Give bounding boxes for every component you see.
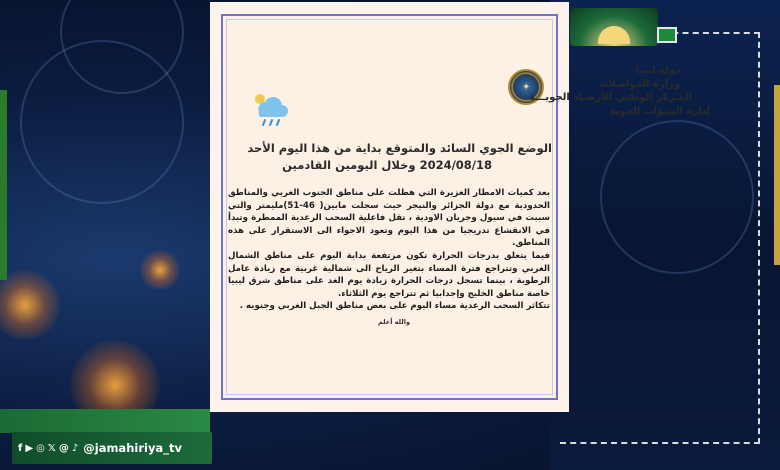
tiktok-icon[interactable]: ♪ bbox=[71, 442, 79, 454]
accent-bar-left bbox=[0, 90, 7, 280]
facebook-icon[interactable]: f bbox=[18, 442, 23, 454]
rain-cloud-icon bbox=[251, 88, 291, 128]
bulletin-body bbox=[228, 187, 550, 313]
body-paragraph: فيما يتعلق بدرجات الحرارة تكون مرتفعة بداية اليوم على مناطق الشمال الغربي وتتراجع فترة المساء بتغير الرياح الى شمالية غربية مع زيادة عامل الرطوبة ، بينما تسجل درجات الحرارة زيادة يوم الغد على مناطق شرق ليبيا خاصة مناطق الخليج وإجدابيا ثم تتراجع يوم الثلاثاء. bbox=[228, 250, 550, 299]
youtube-icon[interactable]: ▶ bbox=[25, 442, 34, 454]
logo-badge bbox=[657, 27, 677, 43]
header-line: دولة ليبيا bbox=[635, 65, 680, 76]
x-icon[interactable]: 𝕏 bbox=[47, 442, 56, 454]
background-light-glow bbox=[0, 270, 60, 340]
background-light-glow bbox=[140, 250, 180, 290]
bulletin-header bbox=[510, 64, 710, 118]
header-line: المـركز الوطني للأرصـاد الجويـــة bbox=[529, 92, 692, 103]
body-paragraph: بعد كميات الامطار الغزيرة التي هطلت على مناطق الجنوب الغربي والمناطق الحدودية مع دولة الجزائر والنيجر حيث سجلت مابين( 46-51)مليمتر والتي سببت في سيول وجريان الاودية ، تقل فاعلية السحب الرعدية الممطرة وتبدأ في الانقشاع تدريجيا من هذا اليوم وتعود الاجواء الى الاستقرار على هذه المناطق. bbox=[228, 188, 550, 249]
bulletin-date: 2024/08/18 وخلال اليومين القادمين bbox=[282, 158, 492, 172]
header-line: وزارة المواصلات bbox=[598, 78, 680, 90]
meteorology-seal-icon: ✦ bbox=[508, 69, 544, 105]
instagram-icon[interactable]: ◎ bbox=[36, 442, 45, 454]
channel-logo bbox=[570, 8, 658, 46]
social-bar bbox=[12, 432, 212, 464]
social-handle[interactable]: @jamahiriya_tv bbox=[83, 441, 182, 455]
bulletin-title: الوضع الجوي السائد والمتوقع بداية من هذا اليوم الأحد bbox=[247, 141, 552, 155]
accent-bar-right bbox=[774, 85, 780, 265]
body-paragraph: تتكاثر السحب الرعدية مساء اليوم على بعض مناطق الجبل الغربي وجنوبه . bbox=[239, 301, 550, 312]
header-line: إدارة التنبؤات الجوية bbox=[609, 105, 710, 117]
signoff: والله أعلم bbox=[378, 318, 410, 326]
social-stripe bbox=[0, 409, 210, 433]
threads-icon[interactable]: @ bbox=[58, 442, 69, 454]
